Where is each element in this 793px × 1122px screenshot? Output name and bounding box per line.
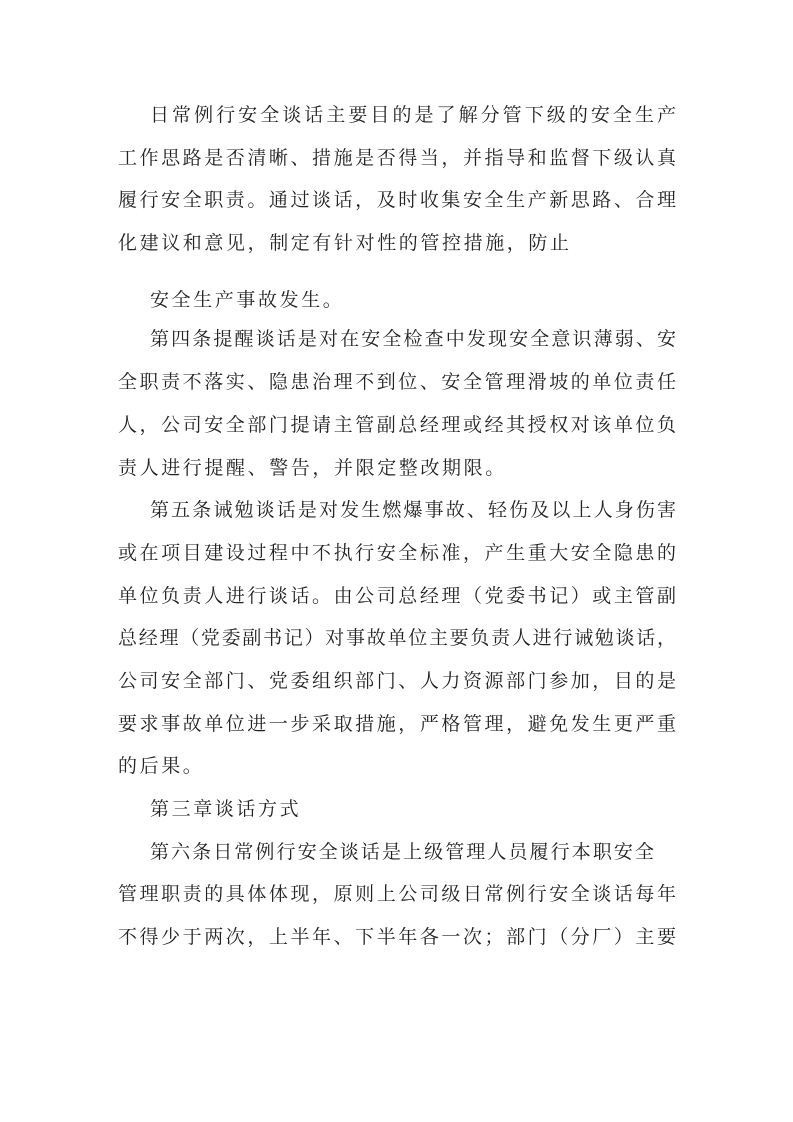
text-line: 第六条日常例行安全谈话是上级管理人员履行本职安全: [150, 840, 654, 863]
text-line: 第四条提醒谈话是对在安全检查中发现安全意识薄弱、安: [150, 328, 676, 351]
text-line: 化建议和意见，制定有针对性的管控措施，防止: [118, 232, 572, 255]
text-line: 或在项目建设过程中不执行安全标准，产生重大安全隐患的: [118, 541, 676, 564]
text-line: 安全生产事故发生。: [150, 288, 345, 311]
text-line: 履行安全职责。通过谈话，及时收集安全生产新思路、合理: [118, 189, 676, 212]
text-line: 总经理（党委副书记）对事故单位主要负责人进行诫勉谈话，: [118, 627, 676, 650]
document-page: [118, 94, 676, 959]
text-line: 全职责不落实、隐患治理不到位、安全管理滑坡的单位责任: [118, 371, 676, 394]
text-line: 第五条诫勉谈话是对发生燃爆事故、轻伤及以上人身伤害: [150, 499, 676, 522]
text-line: 人，公司安全部门提请主管副总经理或经其授权对该单位负: [118, 413, 676, 436]
chapter-heading: 第三章谈话方式: [150, 798, 302, 820]
text-line: 单位负责人进行谈话。由公司总经理（党委书记）或主管副: [118, 584, 676, 607]
text-line: 责人进行提醒、警告，并限定整改期限。: [118, 456, 507, 479]
text-line: 日常例行安全谈话主要目的是了解分管下级的安全生产: [150, 104, 676, 126]
text-line: 公司安全部门、党委组织部门、人力资源部门参加，目的是: [118, 669, 676, 692]
text-line: 管理职责的具体体现，原则上公司级日常例行安全谈话每年: [118, 883, 676, 906]
text-line: 的后果。: [118, 755, 205, 778]
text-line: 不得少于两次，上半年、下半年各一次；部门（分厂）主要: [118, 926, 676, 949]
text-line: 要求事故单位进一步采取措施，严格管理，避免发生更严重: [118, 712, 676, 735]
text-line: 工作思路是否清晰、措施是否得当，并指导和监督下级认真: [118, 146, 676, 169]
